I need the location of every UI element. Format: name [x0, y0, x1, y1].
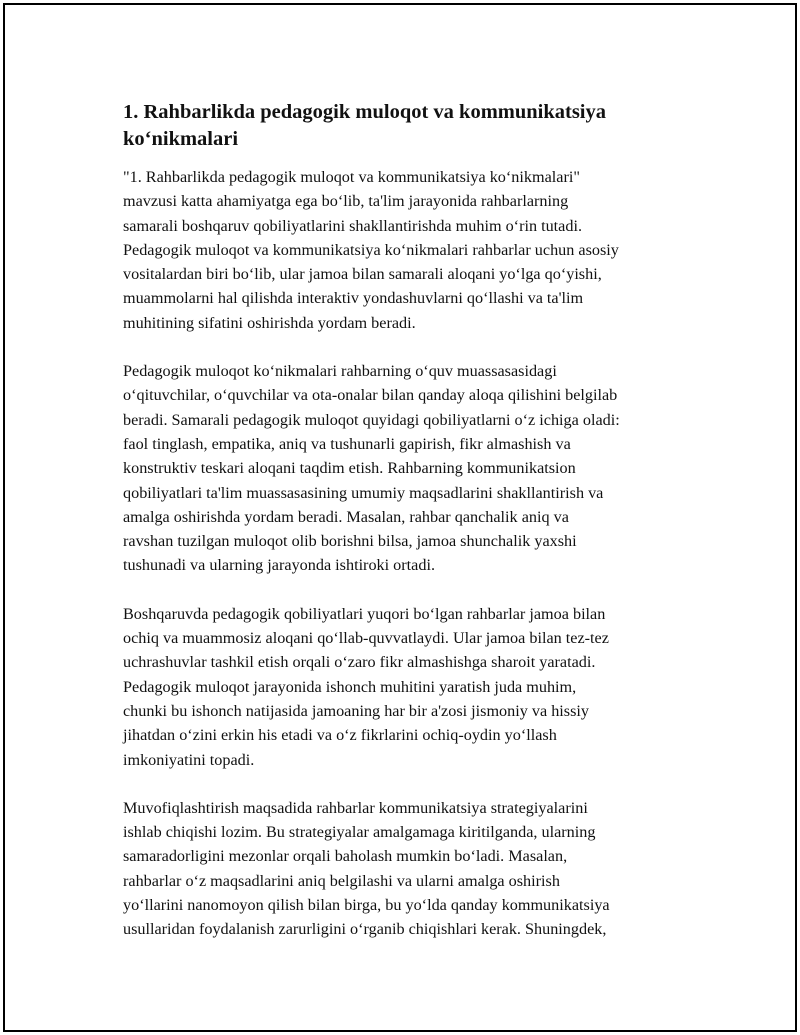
text-line: ishlab chiqishi lozim. Bu strategiyalar amalgamaga kiritilganda, ularning: [123, 823, 596, 842]
paragraph-4: [123, 796, 697, 942]
text-line: qobiliyatlari ta'lim muassasasining umumiy maqsadlarini shakllantirish va: [123, 483, 604, 502]
text-line: ravshan tuzilgan muloqot olib borishni bilsa, jamoa shunchalik yaxshi: [123, 532, 577, 551]
text-line: vositalardan biri bo‘lib, ular jamoa bilan samarali aloqani yo‘lga qo‘yishi,: [123, 265, 602, 284]
heading-line: ko‘nikmalari: [123, 128, 239, 150]
text-line: muammolarni hal qilishda interaktiv yondashuvlarni qo‘llashi va ta'lim: [123, 289, 584, 308]
text-line: ochiq va muammosiz aloqani qo‘llab-quvvatlaydi. Ular jamoa bilan tez-tez: [123, 629, 609, 648]
text-line: samarali boshqaruv qobiliyatlarini shakllantirishda muhim o‘rin tutadi.: [123, 216, 583, 235]
text-line: Muvofiqlashtirish maqsadida rahbarlar kommunikatsiya strategiyalarini: [123, 798, 588, 817]
text-line: amalga oshirishda yordam beradi. Masalan, rahbar qanchalik aniq va: [123, 507, 569, 526]
text-line: jihatdan o‘zini erkin his etadi va o‘z fikrlarini ochiq-oydin yo‘llash: [123, 726, 557, 745]
text-line: beradi. Samarali pedagogik muloqot quyidagi qobiliyatlarni o‘z ichiga oladi:: [123, 410, 620, 429]
text-line: samaradorligini mezonlar orqali baholash mumkin bo‘ladi. Masalan,: [123, 847, 568, 866]
text-line: konstruktiv teskari aloqani taqdim etish. Rahbarning kommunikatsion: [123, 459, 576, 478]
paragraph-2: [123, 359, 697, 578]
text-line: mavzusi katta ahamiyatga ega bo‘lib, ta'lim jarayonida rahbarlarning: [123, 192, 569, 211]
text-line: Pedagogik muloqot ko‘nikmalari rahbarning o‘quv muassasasidagi: [123, 362, 557, 381]
paragraph-3: [123, 602, 697, 772]
text-line: tushunadi va ularning jarayonda ishtiroki ortadi.: [123, 556, 435, 575]
text-line: Pedagogik muloqot va kommunikatsiya ko‘nikmalari rahbarlar uchun asosiy: [123, 240, 619, 259]
text-line: o‘qituvchilar, o‘quvchilar va ota-onalar bilan qanday aloqa qilishini belgilab: [123, 386, 618, 405]
heading-line: 1. Rahbarlikda pedagogik muloqot va kommunikatsiya: [123, 101, 607, 123]
text-line: faol tinglash, empatika, aniq va tushunarli gapirish, fikr almashish va: [123, 434, 571, 453]
text-line: rahbarlar o‘z maqsadlarini aniq belgilashi va ularni amalga oshirish: [123, 871, 560, 890]
text-line: "1. Rahbarlikda pedagogik muloqot va kommunikatsiya ko‘nikmalari": [123, 168, 580, 186]
document-body: [123, 99, 697, 966]
text-line: usullaridan foydalanish zarurligini o‘rganib chiqishlari kerak. Shuningdek,: [123, 920, 607, 939]
text-line: yo‘llarini nanomoyon qilish bilan birga, bu yo‘lda qanday kommunikatsiya: [123, 896, 610, 915]
page-frame: [3, 3, 797, 1032]
section-heading: [123, 99, 697, 153]
text-line: Boshqaruvda pedagogik qobiliyatlari yuqori bo‘lgan rahbarlar jamoa bilan: [123, 604, 606, 623]
text-line: Pedagogik muloqot jarayonida ishonch muhitini yaratish juda muhim,: [123, 677, 577, 696]
paragraph-1: [123, 165, 697, 335]
text-line: muhitining sifatini oshirishda yordam beradi.: [123, 313, 416, 332]
text-line: imkoniyatini topadi.: [123, 750, 255, 769]
text-line: chunki bu ishonch natijasida jamoaning har bir a'zosi jismoniy va hissiy: [123, 701, 589, 720]
text-line: uchrashuvlar tashkil etish orqali o‘zaro fikr almashishga sharoit yaratadi.: [123, 653, 596, 672]
